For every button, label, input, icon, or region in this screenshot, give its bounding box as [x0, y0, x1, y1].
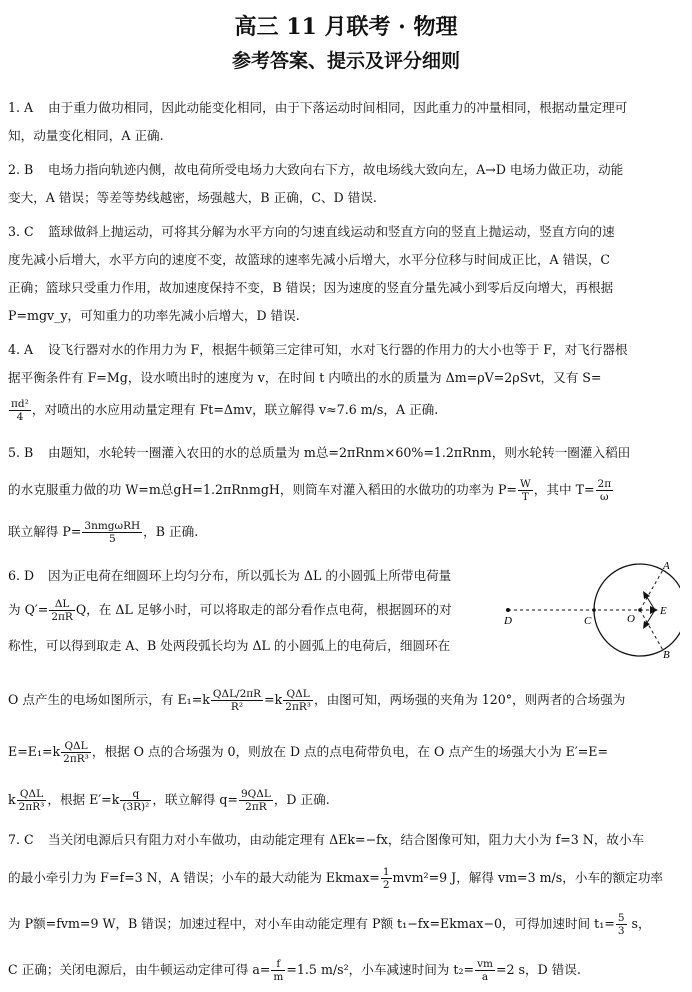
q4-number: 4. A	[8, 342, 34, 357]
q5-number: 5. B	[8, 445, 34, 460]
q6-line-6	[8, 788, 330, 813]
fraction-denominator: T	[521, 491, 529, 503]
fraction-numerator: QΔL	[61, 740, 91, 753]
fraction-denominator: 2πR	[51, 611, 73, 623]
fraction	[61, 740, 91, 765]
q6-text-5b: ，根据 O 点的合场强为 0，则放在 D 点的点电荷带负电，在 O 点产生的场强大小为 E′=E=	[91, 744, 609, 759]
q6-text-6b: ，根据 E′=k	[47, 792, 120, 807]
q7-text-2a: 的最小牵引力为 F=f=3 N，A 错误；小车的最大动能为 Ekmax=	[8, 870, 380, 885]
q3-text-4: P=mgv_y，可知重力的功率先减小后增大，D 错误.	[8, 308, 300, 323]
fraction-denominator: 4	[16, 411, 24, 423]
q7-text-3b: s，	[627, 916, 651, 931]
fraction-denominator: ω	[600, 491, 609, 503]
fraction-denominator: m	[273, 971, 284, 983]
fraction	[596, 478, 614, 503]
q5-text-2: 的水克服重力做的功 W=m总gH=1.2πRnmgH，则筒车对灌入稻田的水做功的功率为 P=	[8, 482, 517, 497]
fraction-numerator: W	[519, 478, 531, 490]
q6-text-2b: Q，在 ΔL 足够小时，可以将取走的部分看作点电荷，根据圆环的对	[75, 602, 452, 617]
q6-text-6a: k	[8, 792, 16, 807]
fraction	[120, 788, 151, 813]
q6-line-4	[8, 688, 625, 713]
q3-text-1: 篮球做斜上抛运动，可将其分解为水平方向的匀速直线运动和竖直方向的竖直上抛运动，竖直方向的速	[48, 224, 615, 239]
q5-line-3	[8, 520, 198, 545]
fraction-numerator: QΔL/2πR	[212, 688, 262, 700]
q7-line-1	[8, 832, 644, 848]
q5-line-1	[8, 445, 630, 461]
q3-line-3	[8, 280, 613, 296]
fraction-numerator: πd²	[11, 398, 29, 410]
radius-oa	[640, 568, 664, 610]
q2-line-2	[8, 190, 377, 206]
label-e: E	[660, 605, 667, 617]
q1-line-2	[8, 128, 164, 144]
fraction-denominator: (3R)²	[122, 801, 150, 813]
q7-text-3a: 为 P额=fvm=9 W，B 错误；加速过程中，对小车由动能定理有 P额 t₁−fx=Ekmax−0，可得加速时间 t₁=	[8, 916, 615, 931]
fraction	[9, 398, 31, 423]
fraction-denominator: 2πR³	[285, 701, 311, 713]
q5-text-3b: ，B 正确.	[143, 524, 199, 539]
arrowhead	[650, 606, 658, 614]
fraction-denominator: 5	[108, 533, 116, 545]
fraction-numerator: 2π	[597, 478, 612, 490]
point-c	[592, 608, 596, 612]
q7-number: 7. C	[8, 832, 34, 847]
q5-text-2b: ，其中 T=	[533, 482, 595, 497]
q1-text-1: 由于重力做功相同，因此动能变化相同，由于下落运动时间相同，因此重力的冲量相同，根据动量定理可	[48, 100, 628, 115]
fraction	[211, 688, 263, 713]
q6-number: 6. D	[8, 568, 35, 583]
label-b: B	[663, 649, 670, 660]
q5-text-3: 联立解得 P=	[8, 524, 82, 539]
fraction-denominator: 2πR³	[63, 753, 89, 765]
fraction	[381, 866, 392, 891]
fraction	[271, 958, 285, 983]
q4-line-1	[8, 342, 628, 358]
q4-text-1: 设飞行器对水的作用力为 F，根据牛顿第三定律可知，水对飞行器的作用力的大小也等于 F，对飞行器根	[48, 342, 628, 357]
fraction-numerator: 5	[617, 912, 625, 924]
fraction	[518, 478, 533, 503]
fraction-numerator: vm	[477, 958, 493, 970]
q7-line-2	[8, 866, 663, 891]
page-title: 高三 11 月联考 · 物理	[234, 14, 458, 40]
point-o	[638, 608, 642, 612]
q7-text-2b: mvm²=9 J，解得 vm=3 m/s，小车的额定功率	[392, 870, 664, 885]
q5-text-1: 由题知，水轮转一圈灌入农田的水的总质量为 m总=2πRnm×60%=1.2πRnm，则水轮转一圈灌入稻田	[48, 445, 631, 460]
q4-line-2	[8, 370, 601, 386]
q4-line-3	[8, 398, 438, 423]
q6-text-5a: E=E₁=k	[8, 744, 61, 759]
q3-text-3: 正确；篮球只受重力作用，故加速度保持不变，B 错误；因为速度的竖直分量先减小到零后反向增大，再根据	[8, 280, 614, 295]
fraction-numerator: f	[271, 958, 285, 971]
q6-line-2	[8, 598, 452, 623]
fraction-numerator: 3nmgωRH	[84, 520, 141, 532]
q3-number: 3. C	[8, 224, 34, 239]
fraction	[17, 788, 47, 813]
fraction-denominator: 3	[617, 925, 625, 937]
q7-text-4a: C 正确；关闭电源后，由牛顿运动定律可得 a=	[8, 962, 271, 977]
q3-line-4	[8, 308, 300, 324]
q6-text-4c: ，由图可知，两场强的夹角为 120°，则两者的合场强为	[313, 692, 626, 707]
fraction-denominator: a	[481, 971, 489, 983]
q6-text-3: 称性，可以得到取走 A、B 处两段弧长均为 ΔL 的小圆弧上的电荷后，细圆环在	[8, 638, 451, 653]
fraction	[82, 520, 142, 545]
q6-text-6d: ，D 正确.	[273, 792, 330, 807]
q6-line-5	[8, 740, 608, 765]
fraction-numerator: QΔL	[17, 788, 47, 801]
q2-text-2: 变大，A 错误；等差等势线越密，场强越大，B 正确，C、D 错误.	[8, 190, 377, 205]
q3-line-1	[8, 224, 615, 240]
q2-line-1	[8, 162, 623, 178]
fraction-numerator: 9QΔL	[240, 788, 271, 800]
fraction	[239, 788, 273, 813]
q6-line-1	[8, 568, 451, 584]
label-a: A	[663, 560, 670, 572]
q7-text-4b: =1.5 m/s²，小车减速时间为 t₂=	[286, 962, 475, 977]
page-subtitle: 参考答案、提示及评分细则	[231, 50, 460, 72]
fraction-numerator: q	[120, 788, 151, 801]
q6-text-1: 因为正电荷在细圆环上均匀分布，所以弧长为 ΔL 的小圆弧上所带电荷量	[48, 568, 452, 583]
q7-text-1: 当关闭电源后只有阻力对小车做功，由动能定理有 ΔEk=−fx，结合图像可知，阻力大小为 f=3 N，故小车	[48, 832, 645, 847]
q1-number: 1. A	[8, 100, 34, 115]
q7-line-3	[8, 912, 651, 937]
fraction-numerator: ΔL	[49, 598, 75, 611]
fraction	[616, 912, 627, 937]
q4-text-3: ，对喷出的水应用动量定理有 Ft=Δmv，联立解得 v≈7.6 m/s，A 正确.	[31, 402, 439, 417]
fraction-denominator: 2πR	[245, 801, 267, 813]
q5-line-2	[8, 478, 614, 503]
label-c: C	[584, 615, 592, 627]
q1-line-1	[8, 100, 627, 116]
q7-line-4	[8, 958, 581, 983]
q6-text-4b: =k	[264, 692, 283, 707]
q7-text-4c: =2 s，D 错误.	[495, 962, 581, 977]
fraction-numerator: 1	[382, 866, 390, 878]
fraction-denominator: 2	[382, 879, 390, 891]
ring-field-diagram	[500, 560, 680, 660]
q6-text-6c: ，联立解得 q=	[152, 792, 238, 807]
fraction-denominator: R²	[230, 701, 244, 713]
q3-text-2: 度先减小后增大，水平方向的速度不变，故篮球的速率先减小后增大，水平分位移与时间成正比，A 错误，C	[8, 252, 611, 267]
q1-text-2: 知，动量变化相同，A 正确.	[8, 128, 164, 143]
q2-text-1: 电场力指向轨迹内侧，故电荷所受电场力大致向右下方，故电场线大致向左，A→D 电场力做正功，动能	[48, 162, 624, 177]
label-d: D	[504, 615, 512, 627]
q4-text-2: 据平衡条件有 F=Mg，设水喷出时的速度为 v，在时间 t 内喷出的水的质量为 Δm=ρV=2ρSvt，又有 S=	[8, 370, 602, 385]
q6-line-3	[8, 638, 450, 654]
q6-text-2a: 为 Q′=	[8, 602, 49, 617]
fraction-denominator: 2πR³	[18, 801, 45, 813]
q2-number: 2. B	[8, 162, 34, 177]
fraction	[49, 598, 75, 623]
fraction	[475, 958, 495, 983]
fraction-numerator: QΔL	[283, 688, 313, 701]
label-o: O	[627, 613, 635, 625]
point-d	[506, 608, 510, 612]
q6-text-4a: O 点产生的电场如图所示，有 E₁=k	[8, 692, 210, 707]
fraction	[283, 688, 313, 713]
q3-line-2	[8, 252, 610, 268]
